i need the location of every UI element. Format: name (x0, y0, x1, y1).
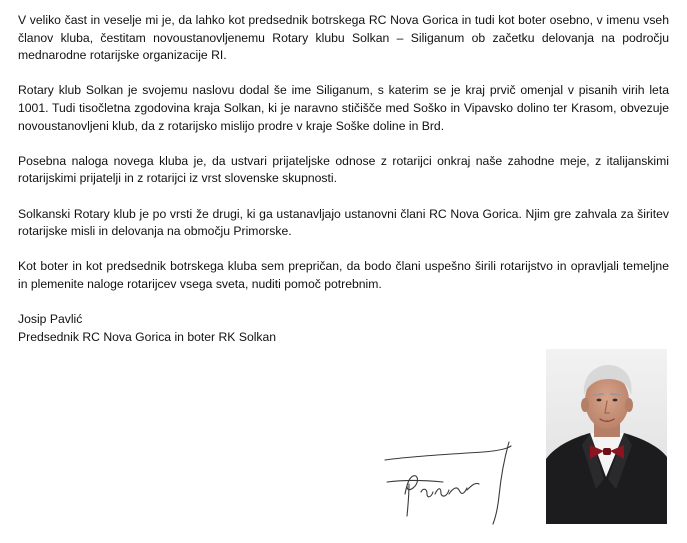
signatory-title: Predsednik RC Nova Gorica in boter RK Solkan (18, 329, 277, 344)
portrait-photo (546, 349, 667, 524)
paragraph-siliganum-history: Rotary klub Solkan je svojemu naslovu dodal še ime Siliganum, s katerim se je kraj prvič omenjal v pisanih virih leta 1001. Tudi tisočletna zgodovina kraja Solkan, ki je naravno stičišče med Soško in Vipavsko dolino ter Krasom, obvezuje novoustanovljeni klub, da z rotarijsko mislijo prodre v kraje Soške doline in Brd. (18, 83, 669, 133)
letter-body (18, 12, 669, 346)
paragraph-special-task: Posebna naloga novega kluba je, da ustvari prijateljske odnose z rotarijci onkraj naše zahodne meje, z italijanskimi rotarijskimi prijatelji in z rotarijci iz vrst slovenske skupnosti. (18, 153, 669, 186)
handwritten-signature (383, 436, 521, 528)
signatory-name: Josip Pavlić (18, 312, 83, 327)
paragraph-closing: Kot boter in kot predsednik botrskega kluba sem prepričan, da bodo člani uspešno širili rotarijstvo in opravljali temeljne in plemenite naloge rotarijcev vsega sveta, nuditi pomoč potrebnim. (18, 259, 669, 291)
paragraph-second-club: Solkanski Rotary klub je po vrsti že drugi, ki ga ustanavljajo ustanovni člani RC Nova Gorica. Njim gre zahvala za širitev rotarijske misli in delovanja na območju Primorske. (18, 206, 669, 239)
portrait-illustration (546, 349, 667, 524)
paragraph-congratulations: V veliko čast in veselje mi je, da lahko kot predsednik botrskega RC Nova Gorica in tudi kot boter osebno, v imenu vseh članov kluba, čestitam novoustanovljenemu Rotary klubu Solkan – Siliganum ob začetku delovanja na področju mednarodne rotarijske organizacije RI. (18, 13, 669, 63)
